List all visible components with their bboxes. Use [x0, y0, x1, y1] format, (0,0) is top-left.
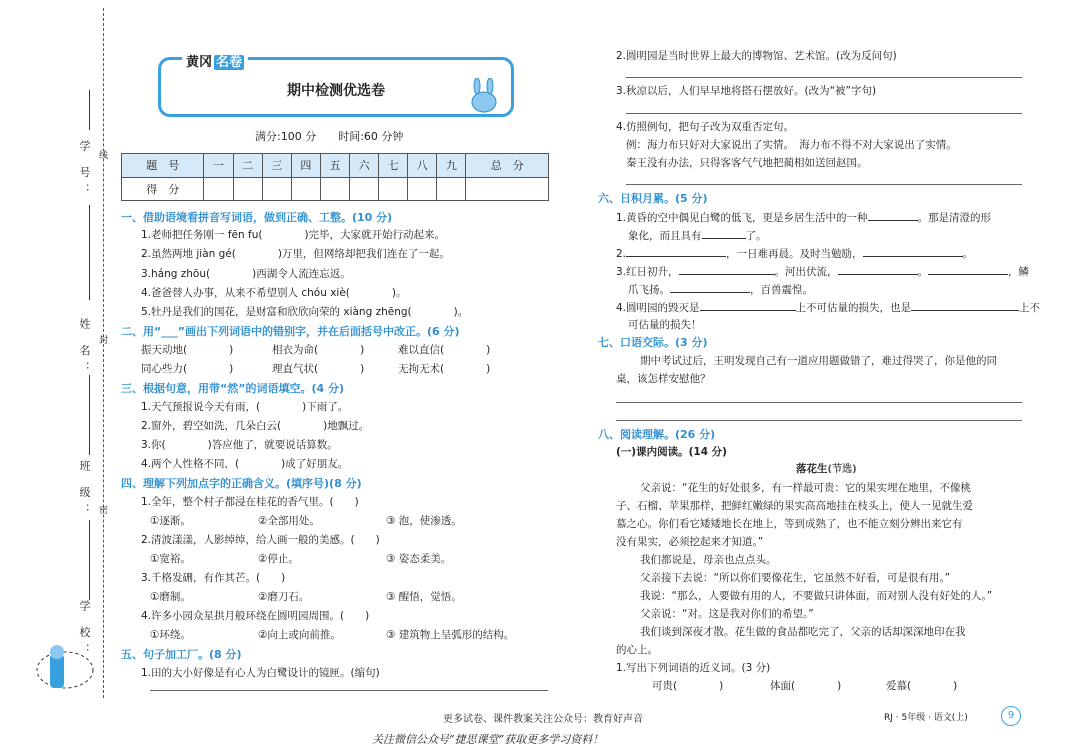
score-cell[interactable]: [204, 177, 233, 201]
student-number-field: [89, 205, 90, 300]
s4-q3-opt: ③ 醒悟，觉悟。: [386, 591, 462, 603]
s7-prompt-cont: 桌，该怎样安慰他？: [616, 373, 711, 385]
s4-q4-opt: ②向上或向前推。: [258, 629, 341, 641]
page-title: 期中检测优选卷: [287, 83, 385, 99]
answer-line[interactable]: [626, 77, 1022, 78]
score-head-cell: 总 分: [466, 154, 549, 178]
s1-q3: 3.háng zhōu( )西湖令人流连忘返。: [141, 268, 351, 280]
article-para: 子、石榴、苹果那样，把鲜红嫩绿的果实高高地挂在枝头上，使人一见就生爱: [616, 500, 973, 512]
s4-q4-opt: ①环绕。: [150, 629, 191, 641]
fill-blank[interactable]: [626, 247, 726, 257]
section-8-title: 八、阅读理解。(26 分): [598, 428, 716, 441]
fill-blank[interactable]: [863, 247, 963, 257]
student-number-label: 学 号：: [78, 140, 91, 201]
fill-blank[interactable]: [679, 265, 775, 275]
score-head-cell: 七: [379, 154, 408, 178]
s6-q2: 2. ，一日难再晨。及时当勉励， 。: [616, 248, 974, 260]
s5-q1: 1.田的大小好像是有心人为白鹭设计的镜匣。(缩句): [141, 667, 380, 679]
section-3-title: 三、根据句意，用带“然”的词语填空。(4 分): [121, 382, 344, 395]
answer-line[interactable]: [616, 402, 1022, 403]
score-head-cell: 二: [233, 154, 262, 178]
score-head-cell: 五: [320, 154, 349, 178]
seal-mark-feng: 封: [97, 335, 107, 344]
s1-q1: 1.老师把任务刚一 fēn fu( )完毕，大家就开始行动起来。: [141, 229, 446, 241]
fill-blank[interactable]: [911, 301, 1019, 311]
score-cell[interactable]: [408, 177, 437, 201]
s4-q3-opt: ②磨刀石。: [258, 591, 310, 603]
footer-note: 更多试卷、课件教案关注公众号：教育好声音: [443, 714, 643, 725]
s6-q1: 1.黄昏的空中偶见白鹭的低飞，更是乡居生活中的一种 。那是清澄的形: [616, 212, 992, 224]
s8-q1-word: 可贵( ): [652, 680, 724, 692]
score-cell[interactable]: [291, 177, 320, 201]
s5-q4-example: 例：海力布只好对大家说出了实情。 海力布不得不对大家说出了实情。: [626, 139, 957, 151]
s6-q4: 4.圆明园的毁灭是 上不可估量的损失，也是 上不: [616, 302, 1041, 314]
s5-q4-question: 秦王没有办法，只得客客气气地把蔺相如送回赵国。: [626, 157, 868, 169]
answer-line[interactable]: [150, 690, 548, 691]
s2-item: 振天动地( ): [141, 344, 234, 356]
article-para: 父亲接下去说：“所以你们要像花生，它虽然不好看，可是很有用。”: [640, 572, 951, 584]
s4-q1-opt: ②全部用处。: [258, 515, 320, 527]
brand-logo: 黄冈 名卷: [182, 51, 248, 70]
exam-meta: 满分:100 分 时间:60 分钟: [255, 130, 404, 143]
s8-q1-word: 爱慕( ): [886, 680, 958, 692]
rabbit-mascot-icon: [462, 78, 506, 114]
fill-blank[interactable]: [700, 301, 796, 311]
answer-line[interactable]: [616, 420, 1022, 421]
s4-q2-opt: ①宽裕。: [150, 553, 191, 565]
s8-q1: 1.写出下列词语的近义词。(3 分): [616, 662, 771, 674]
score-head-cell: 九: [437, 154, 466, 178]
name-field: [89, 375, 90, 455]
s2-item: 同心些力( ): [141, 363, 234, 375]
s1-q2: 2.虽然两地 jiàn gé( )万里，但网络却把我们连在了一起。: [141, 248, 450, 260]
s7-prompt: 期中考试过后，王明发现自己有一道应用题做错了，难过得哭了，你是他的同: [640, 355, 997, 367]
score-head-cell: 六: [350, 154, 379, 178]
score-cell[interactable]: [466, 177, 549, 201]
s4-q4-opt: ③ 建筑物上呈弧形的结构。: [386, 629, 515, 641]
article-para: 慕之心。你们看它矮矮地长在地上，等到成熟了，也不能立刻分辨出来它有: [616, 518, 963, 530]
article-para: 的心上。: [616, 644, 658, 656]
section-6-title: 六、日积月累。(5 分): [598, 192, 708, 205]
score-head-cell: 八: [408, 154, 437, 178]
score-table: [121, 153, 549, 201]
score-head-cell: 三: [262, 154, 291, 178]
section-1-title: 一、借助语境看拼音写词语，做到正确、工整。(10 分): [121, 211, 393, 224]
article-title: 落花生(节选): [796, 463, 857, 475]
score-cell[interactable]: [350, 177, 379, 201]
section-5-title: 五、句子加工厂。(8 分): [121, 648, 242, 661]
article-para: 我说：“那么，人要做有用的人，不要做只讲体面，而对别人没有好处的人。”: [640, 590, 993, 602]
class-label: 班 级：: [78, 460, 91, 521]
fill-blank[interactable]: [670, 283, 750, 293]
score-cell[interactable]: [233, 177, 262, 201]
seal-mark-xian: 线: [97, 150, 107, 159]
s4-q2: 2.清波漾漾，人影绰绰，给人画一般的美感。( ): [141, 534, 380, 546]
class-field: [89, 520, 90, 600]
s4-q2-opt: ②停止。: [258, 553, 299, 565]
s4-q2-opt: ③ 姿态柔美。: [386, 553, 452, 565]
footer-promo: 关注微信公众号“捷思课堂”获取更多学习资料！: [372, 733, 604, 746]
fill-blank[interactable]: [702, 229, 746, 239]
s6-q3: 3.红日初升， 。河出伏流， 。 ，鳞: [616, 266, 1030, 278]
s3-q1: 1.天气预报说今天有雨，( )下雨了。: [141, 401, 349, 413]
s5-q2: 2.圆明园是当时世界上最大的博物馆、艺术馆。(改为反问句): [616, 50, 897, 62]
s2-item: 难以直信( ): [398, 344, 491, 356]
article-para: 我们都说是，母亲也点点头。: [640, 554, 777, 566]
s5-q4: 4.仿照例句，把句子改为双重否定句。: [616, 121, 795, 133]
answer-line[interactable]: [626, 113, 1022, 114]
s4-q1-opt: ①逐渐。: [150, 515, 191, 527]
s2-item: 无拘无术( ): [398, 363, 491, 375]
s4-q1: 1.全年，整个村子都浸在桂花的香气里。( ): [141, 496, 359, 508]
score-cell[interactable]: [320, 177, 349, 201]
fill-blank[interactable]: [928, 265, 1008, 275]
s5-q3: 3.秋凉以后，人们早早地将搭石摆放好。(改为“被”字句): [616, 85, 877, 97]
article-para: 我们谈到深夜才散。花生做的食品都吃完了，父亲的话却深深地印在我: [640, 626, 966, 638]
s8-q1-word: 体面( ): [770, 680, 842, 692]
s4-q4: 4.许多小园众星拱月般环绕在圆明园周围。( ): [141, 610, 370, 622]
s6-q1-cont: 象化，而且具有 了。: [628, 230, 767, 242]
score-cell[interactable]: [262, 177, 291, 201]
s2-item: 相衣为命( ): [272, 344, 365, 356]
score-row-label: 得 分: [122, 177, 204, 201]
score-head-cell: 四: [291, 154, 320, 178]
page-number: 9: [1001, 706, 1021, 726]
s4-q3: 3.千格发硎，有作其芒。( ): [141, 572, 286, 584]
seal-mark-mi: 密: [97, 505, 107, 514]
pencil-mascot-icon: [30, 640, 100, 700]
section-2-title: 二、用“___”画出下列词语中的错别字，并在后面括号中改正。(6 分): [121, 325, 460, 338]
score-table-row: [122, 177, 549, 201]
score-table-head: [122, 154, 549, 178]
s4-q3-opt: ①磨制。: [150, 591, 191, 603]
school-label: 学 校：: [78, 600, 91, 661]
answer-line[interactable]: [626, 184, 1022, 185]
binding-dash-line: [103, 8, 104, 698]
s3-q4: 4.两个人性格不同，( )成了好朋友。: [141, 458, 349, 470]
article-para: 父亲说：“花生的好处很多，有一样最可贵：它的果实埋在地里，不像桃: [640, 482, 971, 494]
s3-q2: 2.窗外，碧空如洗，几朵白云( )地飘过。: [141, 420, 370, 432]
fill-blank[interactable]: [868, 211, 918, 221]
s1-q4: 4.爸爸替人办事，从来不希望别人 chóu xiè( )。: [141, 287, 407, 299]
s6-q4-cont: 可估量的损失！: [628, 319, 702, 331]
student-number-field-top: [89, 90, 90, 130]
score-head-cell: 一: [204, 154, 233, 178]
s6-q3-cont: 爪飞扬。 ，百兽震惶。: [628, 284, 813, 296]
score-cell[interactable]: [379, 177, 408, 201]
name-label: 姓 名：: [78, 318, 91, 379]
fill-blank[interactable]: [838, 265, 918, 275]
s3-q3: 3.你( )答应他了，就要说话算数。: [141, 439, 338, 451]
s4-q1-opt: ③ 泡，使渗透。: [386, 515, 462, 527]
article-para: 没有果实，必须挖起来才知道。”: [616, 536, 764, 548]
s8-subsection: (一)课内阅读。(14 分): [616, 446, 727, 458]
s2-item: 理直气状( ): [272, 363, 365, 375]
article-para: 父亲说：“对。这是我对你们的希望。”: [640, 608, 814, 620]
footer-pageinfo: RJ · 5年级 · 语文(上): [884, 713, 968, 723]
section-7-title: 七、口语交际。(3 分): [598, 336, 708, 349]
s1-q5: 5.牡丹是我们的国花，是财富和欣欣向荣的 xiàng zhēng( )。: [141, 306, 469, 318]
score-cell[interactable]: [437, 177, 466, 201]
score-head-cell: 题 号: [122, 154, 204, 178]
section-4-title: 四、理解下列加点字的正确含义。(填序号)(8 分): [121, 477, 362, 490]
